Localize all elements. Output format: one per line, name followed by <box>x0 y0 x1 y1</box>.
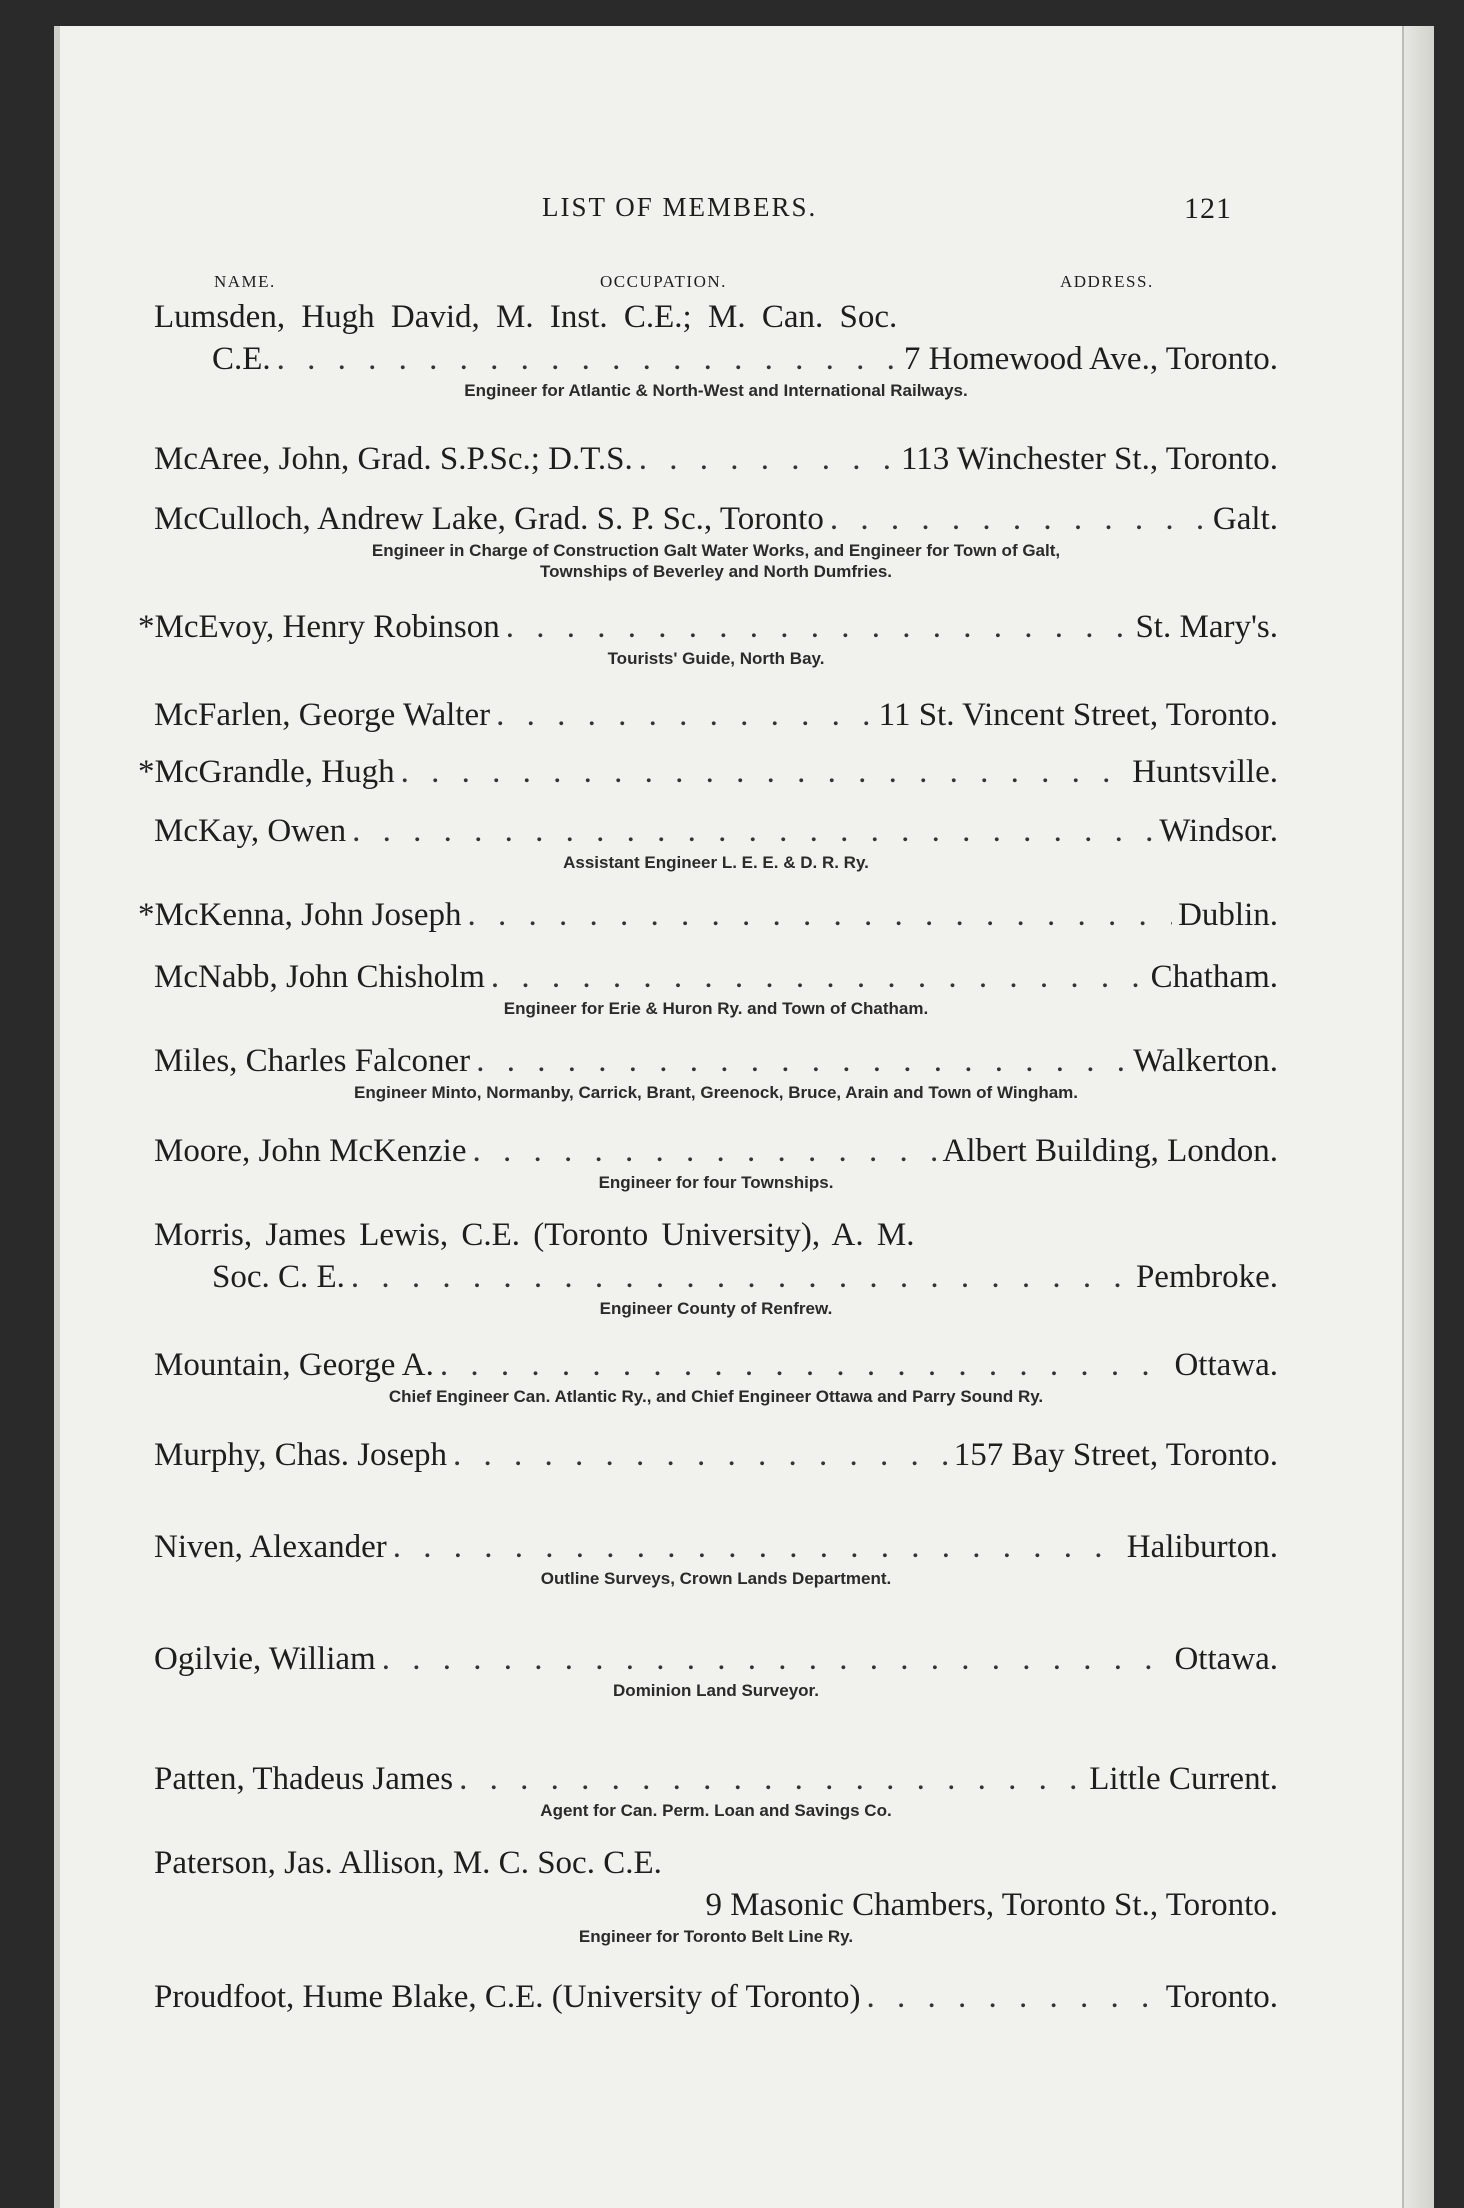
dot-leader <box>459 1758 1083 1800</box>
member-address: Haliburton. <box>1126 1529 1278 1565</box>
dot-leader <box>277 338 898 380</box>
member-entry <box>154 1976 1278 2018</box>
member-address: Pembroke. <box>1135 1259 1278 1295</box>
page-header <box>54 192 1434 238</box>
dot-leader <box>867 1976 1160 2018</box>
column-heading-address: ADDRESS. <box>1060 272 1154 291</box>
member-name: Mountain, George A. <box>154 1347 434 1383</box>
column-heading-name: NAME. <box>214 272 276 291</box>
member-entry <box>154 1130 1278 1193</box>
member-address: Ottawa. <box>1174 1347 1278 1383</box>
member-name: Paterson, Jas. Allison, M. C. Soc. C.E. <box>154 1845 662 1881</box>
member-name: Murphy, Chas. Joseph <box>154 1437 448 1473</box>
member-address: 7 Homewood Ave., Toronto. <box>903 341 1278 377</box>
member-name: Niven, Alexander <box>154 1529 387 1565</box>
member-address: Chatham. <box>1150 959 1278 995</box>
member-name: *McKenna, John Joseph <box>138 897 462 933</box>
dot-leader <box>440 1344 1169 1386</box>
member-name: Proudfoot, Hume Blake, C.E. (University of Toronto) <box>154 1979 861 2015</box>
member-name: Morris, James Lewis, C.E. (Toronto University), A. M. <box>154 1217 915 1253</box>
member-name: *McGrandle, Hugh <box>138 754 395 790</box>
entry-line <box>154 1344 1278 1386</box>
dot-leader <box>639 438 895 480</box>
member-entry <box>154 1526 1278 1589</box>
dot-leader <box>453 1434 948 1476</box>
entry-name-line <box>154 1214 1278 1256</box>
member-name: Moore, John McKenzie <box>154 1133 467 1169</box>
dot-leader <box>476 1040 1127 1082</box>
member-address: St. Mary's. <box>1135 609 1278 645</box>
member-name: Ogilvie, William <box>154 1641 376 1677</box>
entry-line <box>154 1526 1278 1568</box>
dot-leader <box>351 1256 1130 1298</box>
member-occupation: Tourists' Guide, North Bay. <box>607 649 825 668</box>
dot-leader <box>352 810 1153 852</box>
column-heading-occupation: OCCUPATION. <box>600 272 727 291</box>
member-entry <box>154 1842 1278 1947</box>
member-name: McFarlen, George Walter <box>154 697 491 733</box>
member-occupation: Assistant Engineer L. E. E. & D. R. Ry. <box>563 853 869 872</box>
member-occupation: Engineer in Charge of Construction Galt Water Works, and Engineer for Town of Galt, <box>371 541 1061 560</box>
member-name: McNabb, John Chisholm <box>154 959 485 995</box>
member-name: Miles, Charles Falconer <box>154 1043 471 1079</box>
member-name: Patten, Thadeus James <box>154 1761 454 1797</box>
entry-line <box>138 751 1278 793</box>
dot-leader <box>468 894 1173 936</box>
entry-name-line <box>154 1842 1278 1884</box>
member-entry <box>154 438 1278 480</box>
member-address: Walkerton. <box>1133 1043 1278 1079</box>
entry-line <box>154 1434 1278 1476</box>
member-name: McKay, Owen <box>154 813 347 849</box>
member-occupation: Engineer Minto, Normanby, Carrick, Brant, Greenock, Bruce, Arain and Town of Wingham. <box>353 1083 1079 1102</box>
member-entry <box>154 498 1278 582</box>
member-occupation: Engineer for Toronto Belt Line Ry. <box>578 1927 854 1946</box>
member-entry <box>138 751 1278 793</box>
member-entry <box>154 956 1278 1019</box>
dot-leader <box>491 956 1145 998</box>
entry-continuation-line <box>154 1256 1278 1298</box>
member-entry <box>154 1758 1278 1821</box>
entry-line <box>138 894 1278 936</box>
entry-continuation-line <box>154 338 1278 380</box>
page-edge <box>1402 26 1434 2208</box>
member-occupation: Chief Engineer Can. Atlantic Ry., and Chief Engineer Ottawa and Parry Sound Ry. <box>388 1387 1044 1406</box>
member-address: 113 Winchester St., Toronto. <box>900 441 1278 477</box>
member-entry <box>154 1344 1278 1407</box>
entry-line <box>154 810 1278 852</box>
member-occupation: Engineer County of Renfrew. <box>599 1299 833 1318</box>
dot-leader <box>382 1638 1169 1680</box>
member-occupation: Engineer for four Townships. <box>598 1173 834 1192</box>
entry-line <box>154 956 1278 998</box>
dot-leader <box>393 1526 1121 1568</box>
entry-line <box>154 1638 1278 1680</box>
dot-leader <box>506 606 1130 648</box>
entry-address-line <box>154 1884 1278 1926</box>
member-entry <box>154 1638 1278 1701</box>
member-entry <box>138 606 1278 669</box>
member-address: Albert Building, London. <box>942 1133 1278 1169</box>
entry-line <box>154 1976 1278 2018</box>
member-occupation-continued: Townships of Beverley and North Dumfries. <box>539 562 893 581</box>
member-address: Little Current. <box>1089 1761 1278 1797</box>
entry-line <box>154 438 1278 480</box>
member-address: 9 Masonic Chambers, Toronto St., Toronto. <box>705 1887 1278 1923</box>
member-name-continued: Soc. C. E. <box>212 1259 345 1295</box>
member-entry <box>154 296 1278 401</box>
member-address: 157 Bay Street, Toronto. <box>953 1437 1278 1473</box>
member-name: *McEvoy, Henry Robinson <box>138 609 500 645</box>
dot-leader <box>496 694 873 736</box>
member-occupation: Dominion Land Surveyor. <box>613 1681 819 1700</box>
entry-line <box>154 694 1278 736</box>
page-gutter-shadow <box>54 26 60 2208</box>
member-address: Windsor. <box>1159 813 1278 849</box>
member-occupation: Engineer for Atlantic & North-West and International Railways. <box>464 381 968 400</box>
member-entry <box>138 894 1278 936</box>
member-address: 11 St. Vincent Street, Toronto. <box>878 697 1278 733</box>
member-entry <box>154 694 1278 736</box>
member-occupation: Agent for Can. Perm. Loan and Savings Co. <box>540 1801 892 1820</box>
member-name: McAree, John, Grad. S.P.Sc.; D.T.S. <box>154 441 633 477</box>
entry-line <box>154 1758 1278 1800</box>
member-name: McCulloch, Andrew Lake, Grad. S. P. Sc., Toronto <box>154 501 824 537</box>
book-page <box>54 26 1434 2208</box>
page-number: 121 <box>1184 192 1232 225</box>
dot-leader <box>401 751 1127 793</box>
member-occupation: Engineer for Erie & Huron Ry. and Town of Chatham. <box>503 999 929 1018</box>
entry-name-line <box>154 296 1278 338</box>
member-address: Ottawa. <box>1174 1641 1278 1677</box>
member-address: Galt. <box>1212 501 1278 537</box>
member-entry <box>154 810 1278 873</box>
entry-line <box>154 498 1278 540</box>
member-address: Toronto. <box>1165 1979 1278 2015</box>
member-occupation: Outline Surveys, Crown Lands Department. <box>540 1569 892 1588</box>
member-entry <box>154 1040 1278 1103</box>
running-title: LIST OF MEMBERS. <box>542 192 818 222</box>
member-entry <box>154 1434 1278 1476</box>
member-address: Dublin. <box>1178 897 1278 933</box>
member-name: Lumsden, Hugh David, M. Inst. C.E.; M. Can. Soc. <box>154 299 898 335</box>
entry-line <box>138 606 1278 648</box>
dot-leader <box>473 1130 937 1172</box>
member-name-continued: C.E. <box>212 341 271 377</box>
member-entry <box>154 1214 1278 1319</box>
member-address: Huntsville. <box>1132 754 1278 790</box>
entry-line <box>154 1130 1278 1172</box>
dot-leader <box>830 498 1207 540</box>
entry-line <box>154 1040 1278 1082</box>
